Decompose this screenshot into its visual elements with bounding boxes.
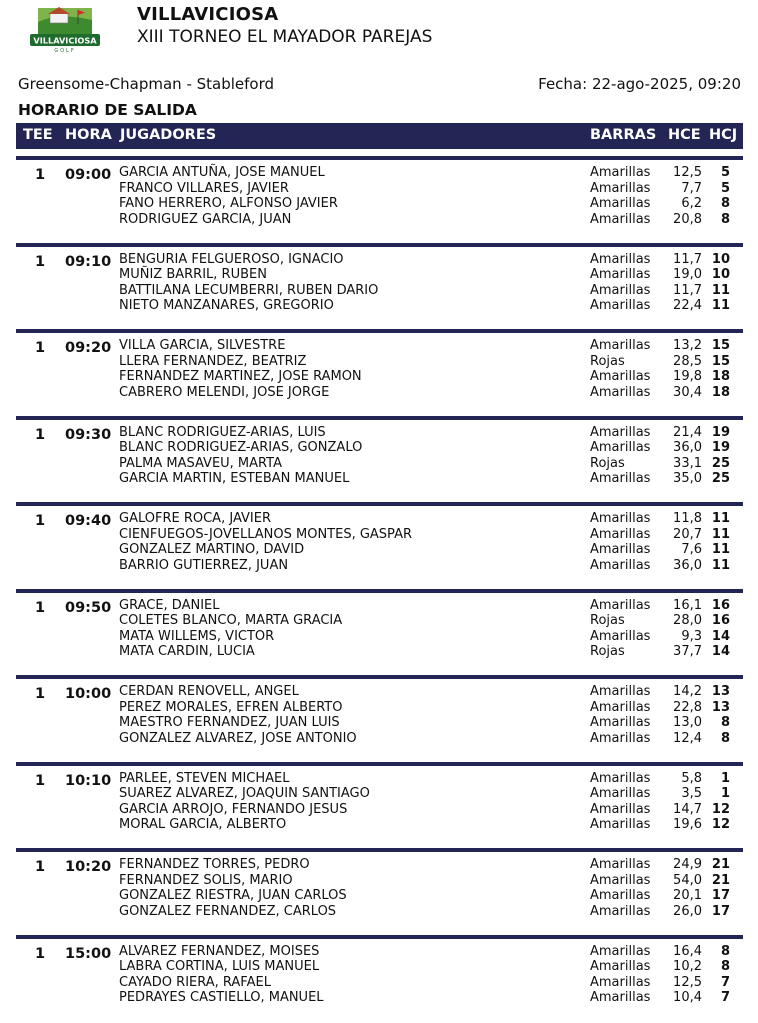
player-row	[16, 684, 743, 700]
player-barras: Amarillas	[590, 730, 651, 746]
player-hce: 7,7	[681, 180, 702, 196]
player-row	[16, 802, 743, 818]
tee-group	[16, 589, 743, 676]
player-row	[16, 715, 743, 731]
player-row	[16, 511, 743, 527]
player-name: CIENFUEGOS-JOVELLANOS MONTES, GASPAR	[119, 526, 412, 542]
tee-time-groups	[16, 156, 743, 1021]
col-hce: HCE	[668, 127, 701, 143]
player-hcj: 7	[720, 990, 730, 1005]
player-hcj: 8	[720, 943, 730, 959]
player-hcj: 17	[711, 903, 730, 919]
col-hora: HORA	[65, 127, 112, 143]
player-hcj: 5	[720, 180, 730, 196]
player-name: PARLEE, STEVEN MICHAEL	[119, 770, 290, 786]
player-hce: 24,9	[673, 857, 702, 872]
player-hcj: 25	[711, 455, 730, 471]
player-row	[16, 456, 743, 472]
player-hce: 26,0	[673, 903, 702, 919]
player-row	[16, 817, 743, 833]
player-row	[16, 196, 743, 212]
player-barras: Amarillas	[590, 338, 651, 353]
player-hcj: 19	[711, 440, 730, 455]
player-row	[16, 354, 743, 370]
player-hcj: 21	[711, 857, 730, 872]
player-hce: 16,1	[673, 597, 702, 613]
player-row	[16, 771, 743, 787]
player-hcj: 12	[711, 817, 730, 832]
player-hce: 10,4	[673, 990, 702, 1005]
player-hce: 20,1	[673, 888, 702, 903]
player-name: MATA WILLEMS, VICTOR	[119, 628, 275, 644]
player-hce: 5,8	[681, 770, 702, 786]
player-hcj: 8	[720, 959, 730, 974]
group-tee: 1	[35, 426, 46, 443]
player-barras: Amarillas	[590, 251, 651, 267]
player-hcj: 11	[711, 282, 730, 298]
player-hce: 7,6	[681, 542, 702, 557]
player-row	[16, 873, 743, 889]
player-hcj: 1	[720, 786, 730, 801]
player-barras: Amarillas	[590, 699, 651, 715]
group-time: 09:50	[65, 599, 112, 616]
player-hce: 13,0	[673, 715, 702, 730]
player-hce: 28,5	[673, 353, 702, 369]
player-hcj: 15	[711, 353, 730, 369]
player-row	[16, 385, 743, 401]
player-hcj: 8	[720, 196, 730, 211]
player-name: BENGURIA FELGUEROSO, IGNACIO	[119, 251, 344, 267]
player-barras: Amarillas	[590, 298, 651, 313]
section-title: HORARIO DE SALIDA	[18, 101, 197, 119]
player-hcj: 21	[711, 872, 730, 888]
player-hcj: 16	[711, 597, 730, 613]
player-hcj: 8	[720, 730, 730, 746]
tee-group	[16, 329, 743, 416]
player-row	[16, 944, 743, 960]
player-hce: 12,5	[673, 974, 702, 990]
player-name: CABRERO MELENDI, JOSE JORGE	[119, 384, 330, 400]
player-name: FERNANDEZ SOLIS, MARIO	[119, 872, 293, 888]
player-hcj: 18	[711, 384, 730, 400]
player-hcj: 13	[711, 684, 730, 699]
player-hce: 19,0	[673, 267, 702, 282]
player-hcj: 11	[711, 542, 730, 557]
player-hce: 36,0	[673, 557, 702, 573]
player-hce: 35,0	[673, 471, 702, 486]
player-name: GARCIA MARTIN, ESTEBAN MANUEL	[119, 471, 350, 486]
player-hcj: 1	[720, 770, 730, 786]
player-row	[16, 558, 743, 574]
group-time: 10:10	[65, 772, 112, 789]
player-row	[16, 338, 743, 354]
player-barras: Amarillas	[590, 990, 651, 1005]
group-tee: 1	[35, 167, 46, 183]
player-name: ALVAREZ FERNANDEZ, MOISES	[119, 943, 320, 959]
player-barras: Amarillas	[590, 282, 651, 298]
player-name: BLANC RODRIGUEZ-ARIAS, GONZALO	[119, 440, 363, 455]
player-barras: Amarillas	[590, 974, 651, 990]
player-hcj: 17	[711, 888, 730, 903]
player-barras: Amarillas	[590, 196, 651, 211]
player-hce: 10,2	[673, 959, 702, 974]
player-name: FERNANDEZ TORRES, PEDRO	[119, 857, 310, 872]
player-barras: Amarillas	[590, 628, 651, 644]
tee-group	[16, 416, 743, 503]
player-name: FRANCO VILLARES, JAVIER	[119, 180, 289, 196]
club-name: VILLAVICIOSA	[137, 4, 279, 25]
player-hce: 9,3	[681, 628, 702, 644]
group-tee: 1	[35, 859, 46, 875]
group-tee: 1	[35, 513, 46, 529]
player-row	[16, 542, 743, 558]
player-hcj: 15	[711, 338, 730, 353]
player-hce: 37,7	[673, 644, 702, 659]
player-name: NIETO MANZANARES, GREGORIO	[119, 298, 334, 313]
player-barras: Amarillas	[590, 557, 651, 573]
player-barras: Amarillas	[590, 471, 651, 486]
player-barras: Amarillas	[590, 770, 651, 786]
player-row	[16, 904, 743, 920]
player-row	[16, 283, 743, 299]
date-value: 22-ago-2025, 09:20	[591, 75, 741, 93]
player-hce: 19,6	[673, 817, 702, 832]
player-name: GRACE, DANIEL	[119, 597, 220, 613]
col-barras: BARRAS	[590, 127, 657, 143]
player-row	[16, 267, 743, 283]
player-hce: 21,4	[673, 424, 702, 440]
player-hcj: 8	[720, 211, 730, 227]
player-hcj: 11	[711, 511, 730, 526]
player-row	[16, 369, 743, 385]
player-barras: Amarillas	[590, 715, 651, 730]
tee-group	[16, 156, 743, 243]
player-row	[16, 990, 743, 1006]
player-name: LLERA FERNANDEZ, BEATRIZ	[119, 353, 307, 369]
player-hce: 11,7	[673, 282, 702, 298]
player-hce: 20,8	[673, 211, 702, 227]
player-name: MORAL GARCIA, ALBERTO	[119, 817, 287, 832]
player-name: GONZALEZ ALVAREZ, JOSE ANTONIO	[119, 730, 357, 746]
player-hce: 12,5	[673, 165, 702, 180]
player-name: MUÑIZ BARRIL, RUBEN	[119, 267, 267, 282]
player-hcj: 14	[711, 644, 730, 659]
player-row	[16, 212, 743, 228]
group-time: 09:30	[65, 426, 112, 443]
date-line	[538, 75, 741, 93]
player-hce: 36,0	[673, 440, 702, 455]
group-tee: 1	[35, 340, 46, 356]
player-hcj: 19	[711, 424, 730, 440]
player-barras: Amarillas	[590, 872, 651, 888]
player-hcj: 11	[711, 298, 730, 313]
player-barras: Amarillas	[590, 369, 651, 384]
player-row	[16, 959, 743, 975]
tournament-name: XIII TORNEO EL MAYADOR PAREJAS	[137, 27, 433, 47]
player-barras: Amarillas	[590, 888, 651, 903]
player-hcj: 12	[711, 801, 730, 817]
player-hce: 3,5	[681, 786, 702, 801]
group-tee: 1	[35, 253, 46, 270]
player-hcj: 7	[720, 974, 730, 990]
player-hce: 54,0	[673, 872, 702, 888]
player-row	[16, 440, 743, 456]
player-hce: 33,1	[673, 455, 702, 471]
date-label: Fecha:	[538, 75, 588, 93]
player-hce: 14,7	[673, 801, 702, 817]
player-name: SUAREZ ALVAREZ, JOAQUIN SANTIAGO	[119, 786, 370, 801]
player-hce: 20,7	[673, 526, 702, 542]
group-tee: 1	[35, 686, 46, 702]
svg-text:GOLF: GOLF	[54, 48, 76, 54]
group-time: 09:20	[65, 340, 112, 356]
col-jugadores: JUGADORES	[120, 127, 217, 143]
player-row	[16, 252, 743, 268]
group-tee: 1	[35, 772, 46, 789]
player-name: GONZALEZ FERNANDEZ, CARLOS	[119, 903, 337, 919]
player-barras: Amarillas	[590, 542, 651, 557]
player-barras: Rojas	[590, 644, 625, 659]
player-row	[16, 181, 743, 197]
player-row	[16, 298, 743, 314]
player-barras: Rojas	[590, 353, 625, 369]
player-barras: Amarillas	[590, 180, 651, 196]
player-hcj: 11	[711, 557, 730, 573]
player-name: PALMA MASAVEU, MARTA	[119, 455, 282, 471]
player-name: FERNANDEZ MARTINEZ, JOSE RAMON	[119, 369, 362, 384]
player-hcj: 25	[711, 471, 730, 486]
player-barras: Amarillas	[590, 801, 651, 817]
player-barras: Amarillas	[590, 424, 651, 440]
tee-group	[16, 848, 743, 935]
player-row	[16, 888, 743, 904]
game-format: Greensome-Chapman - Stableford	[18, 75, 275, 93]
player-hce: 13,2	[673, 338, 702, 353]
player-barras: Amarillas	[590, 597, 651, 613]
player-hce: 14,2	[673, 684, 702, 699]
player-name: GARCIA ANTUÑA, JOSE MANUEL	[119, 165, 325, 180]
col-hcj: HCJ	[709, 127, 738, 143]
player-hcj: 5	[720, 165, 730, 180]
group-time: 09:40	[65, 513, 112, 529]
player-name: MATA CARDIN, LUCIA	[119, 644, 255, 659]
player-barras: Amarillas	[590, 857, 651, 872]
player-row	[16, 471, 743, 487]
player-row	[16, 613, 743, 629]
player-barras: Amarillas	[590, 526, 651, 542]
group-time: 10:20	[65, 859, 112, 875]
tee-group	[16, 502, 743, 589]
player-name: FANO HERRERO, ALFONSO JAVIER	[119, 196, 338, 211]
player-name: COLETES BLANCO, MARTA GRACIA	[119, 613, 343, 628]
player-row	[16, 629, 743, 645]
player-hce: 6,2	[681, 196, 702, 211]
player-hcj: 13	[711, 699, 730, 715]
group-tee: 1	[35, 599, 46, 616]
player-name: GARCIA ARROJO, FERNANDO JESUS	[119, 801, 348, 817]
player-name: BARRIO GUTIERREZ, JUAN	[119, 557, 289, 573]
player-barras: Rojas	[590, 613, 625, 628]
player-row	[16, 786, 743, 802]
player-hcj: 16	[711, 613, 730, 628]
player-name: GALOFRE ROCA, JAVIER	[119, 511, 271, 526]
player-row	[16, 165, 743, 181]
player-hcj: 8	[720, 715, 730, 730]
player-hcj: 18	[711, 369, 730, 384]
player-barras: Amarillas	[590, 384, 651, 400]
player-barras: Amarillas	[590, 959, 651, 974]
group-time: 10:00	[65, 686, 112, 702]
player-hcj: 10	[711, 267, 730, 282]
player-name: GONZALEZ MARTINO, DAVID	[119, 542, 305, 557]
player-name: MAESTRO FERNANDEZ, JUAN LUIS	[119, 715, 340, 730]
player-barras: Amarillas	[590, 165, 651, 180]
player-name: PEDRAYES CASTIELLO, MANUEL	[119, 990, 324, 1005]
player-row	[16, 731, 743, 747]
player-hce: 22,4	[673, 298, 702, 313]
player-name: CERDAN RENOVELL, ANGEL	[119, 684, 299, 699]
player-barras: Amarillas	[590, 943, 651, 959]
player-row	[16, 857, 743, 873]
player-barras: Amarillas	[590, 511, 651, 526]
player-barras: Amarillas	[590, 684, 651, 699]
player-row	[16, 527, 743, 543]
player-hce: 22,8	[673, 699, 702, 715]
player-name: LABRA CORTINA, LUIS MANUEL	[119, 959, 320, 974]
player-barras: Rojas	[590, 455, 625, 471]
player-hce: 11,8	[673, 511, 702, 526]
player-hcj: 14	[711, 628, 730, 644]
tee-group	[16, 935, 743, 1022]
col-tee: TEE	[23, 127, 53, 143]
tee-group	[16, 243, 743, 330]
player-hce: 16,4	[673, 943, 702, 959]
player-row	[16, 598, 743, 614]
tee-group	[16, 762, 743, 849]
player-hcj: 11	[711, 526, 730, 542]
player-barras: Amarillas	[590, 786, 651, 801]
player-hce: 28,0	[673, 613, 702, 628]
player-row	[16, 700, 743, 716]
group-time: 09:00	[65, 167, 112, 183]
player-barras: Amarillas	[590, 211, 651, 227]
player-name: PEREZ MORALES, EFREN ALBERTO	[119, 699, 343, 715]
tee-group	[16, 675, 743, 762]
player-row	[16, 975, 743, 991]
group-time: 09:10	[65, 253, 112, 270]
svg-text:VILLAVICIOSA: VILLAVICIOSA	[33, 35, 97, 46]
player-name: BLANC RODRIGUEZ-ARIAS, LUIS	[119, 424, 326, 440]
player-hce: 19,8	[673, 369, 702, 384]
player-barras: Amarillas	[590, 267, 651, 282]
player-hcj: 10	[711, 251, 730, 267]
player-hce: 11,7	[673, 251, 702, 267]
player-row	[16, 425, 743, 441]
player-hce: 12,4	[673, 730, 702, 746]
group-tee: 1	[35, 945, 46, 962]
player-name: VILLA GARCIA, SILVESTRE	[119, 338, 286, 353]
player-barras: Amarillas	[590, 817, 651, 832]
player-name: CAYADO RIERA, RAFAEL	[119, 974, 271, 990]
player-row	[16, 644, 743, 660]
player-barras: Amarillas	[590, 440, 651, 455]
player-name: RODRIGUEZ GARCIA, JUAN	[119, 211, 292, 227]
club-logo	[28, 4, 102, 54]
group-time: 15:00	[65, 945, 112, 962]
player-name: GONZALEZ RIESTRA, JUAN CARLOS	[119, 888, 347, 903]
table-header	[16, 123, 743, 149]
player-barras: Amarillas	[590, 903, 651, 919]
player-name: BATTILANA LECUMBERRI, RUBEN DARIO	[119, 282, 379, 298]
player-hce: 30,4	[673, 384, 702, 400]
